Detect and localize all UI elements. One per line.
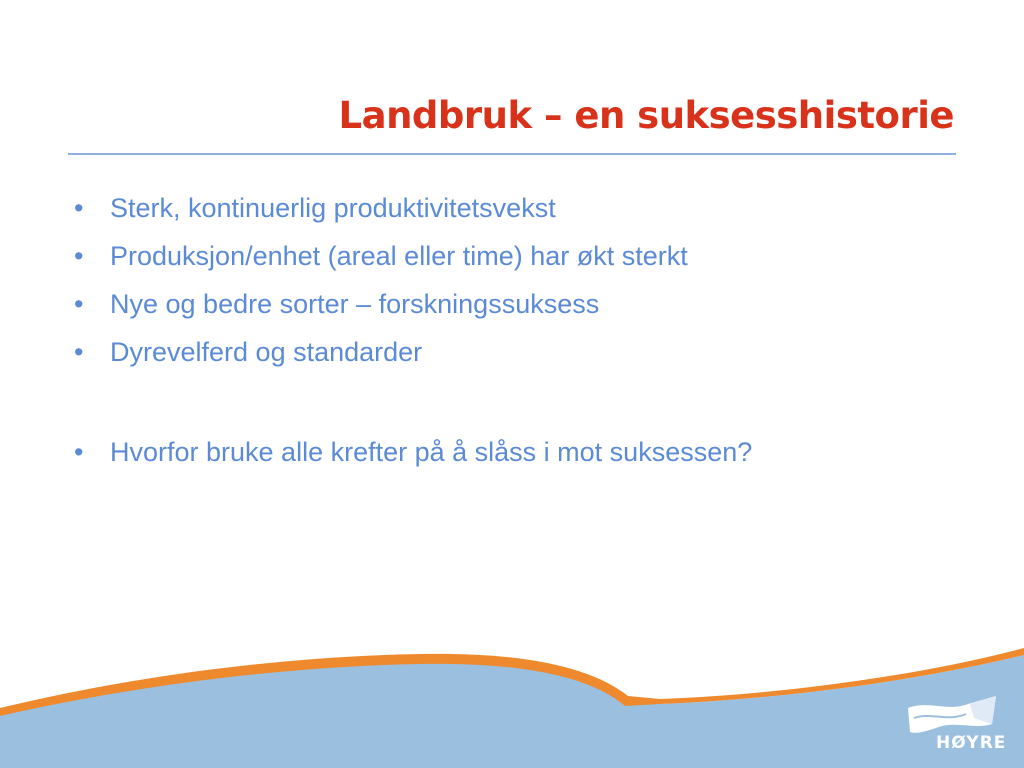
title-divider <box>68 153 956 155</box>
bullet-dot-icon: • <box>74 337 84 367</box>
bullet-text: Produksjon/enhet (areal eller time) har økt sterkt <box>110 241 688 271</box>
bullet-text: Dyrevelferd og standarder <box>110 337 423 367</box>
bullet-list <box>70 188 752 480</box>
bullet-dot-icon: • <box>74 241 84 271</box>
logo-wordmark: HØYRE <box>936 733 1007 753</box>
bullet-text: Sterk, kontinuerlig produktivitetsvekst <box>110 193 556 223</box>
bullet-item <box>70 432 752 480</box>
bullet-dot-icon: • <box>74 437 84 467</box>
bullet-item <box>70 236 752 284</box>
footer-wave-blue <box>0 655 1024 768</box>
bullet-dot-icon: • <box>74 193 84 223</box>
bullet-item <box>70 284 752 332</box>
footer-wave-decoration <box>0 600 1024 768</box>
bullet-text: Nye og bedre sorter – forskningssuksess <box>110 289 600 319</box>
bullet-item <box>70 188 752 236</box>
slide-title: Landbruk – en suksesshistorie <box>338 94 954 137</box>
bullet-dot-icon: • <box>74 289 84 319</box>
bullet-text: Hvorfor bruke alle krefter på å slåss i mot suksessen? <box>110 437 753 467</box>
bullet-item <box>70 332 752 380</box>
